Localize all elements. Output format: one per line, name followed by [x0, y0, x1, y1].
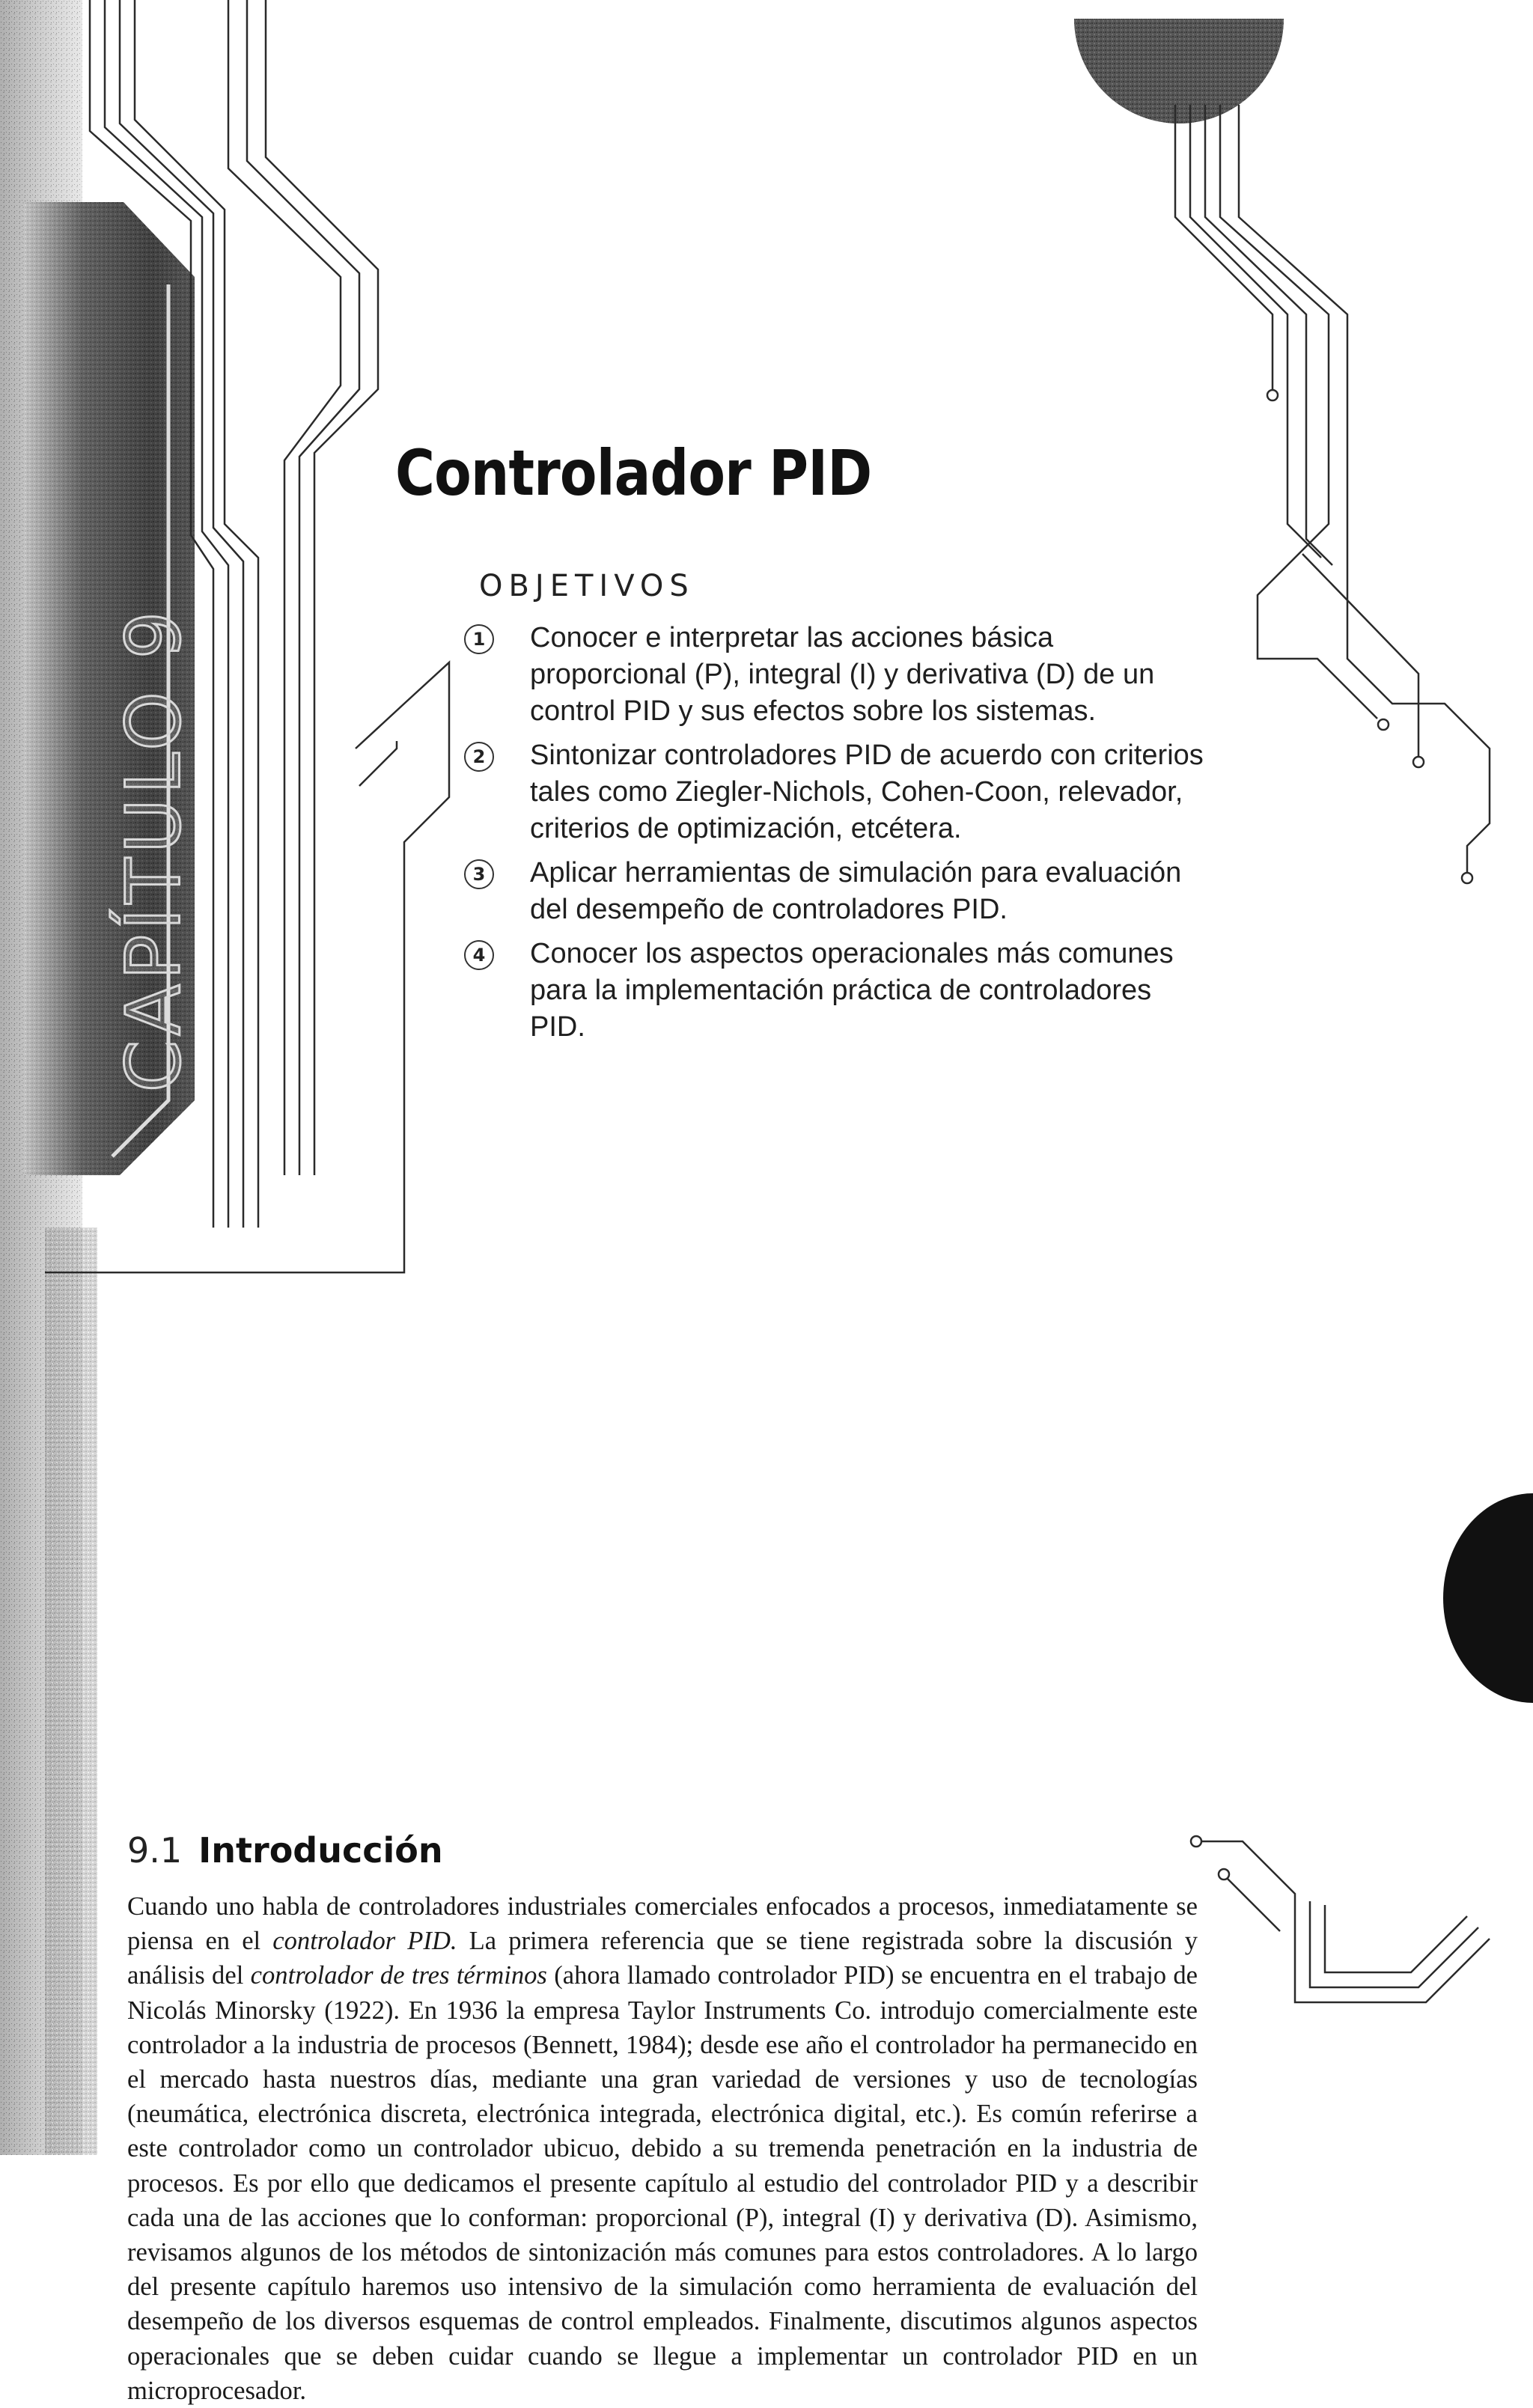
intro-text-2: La primera referencia que se tiene registrada sobre la discusión y análisis del	[127, 1927, 1198, 1990]
objective-number: 1	[464, 624, 494, 654]
objectives-list	[457, 620, 1205, 1053]
intro-emphasis-1: controlador PID.	[272, 1927, 457, 1956]
objective-item	[457, 737, 1205, 847]
intro-text-1: Cuando uno habla de controladores industriales comerciales enfocados a procesos, inmediatamente se piensa en el	[127, 1892, 1198, 1956]
objective-text: Aplicar herramientas de simulación para evaluación del desempeño de controladores PID.	[530, 857, 1182, 925]
objective-item	[457, 936, 1205, 1046]
objective-item	[457, 620, 1205, 730]
objective-number: 4	[464, 940, 494, 970]
objective-number: 2	[464, 742, 494, 772]
bottom-right-dome	[1443, 1493, 1533, 1703]
section-title: Introducción	[198, 1830, 443, 1871]
section-heading	[127, 1830, 443, 1871]
objective-text: Conocer e interpretar las acciones básica proporcional (P), integral (I) y derivativa (D) de un control PID y sus efectos sobre los sistemas.	[530, 622, 1155, 727]
intro-text-3: (ahora llamado controlador PID) se encuentra en el trabajo de Nicolás Minorsky (1922). En 1936 la empresa Taylor Instruments Co. introdujo comercialmente este controlador a la industria de procesos (Bennett, 1984); desde ese año el controlador ha permanecido en el mercado hasta nuestros días, mediante una gran variedad de versiones y uso de tecnologías (neumática, electrónica discreta, electrónica integrada, electrónica digital, etc.). Es común referirse a este controlador como un controlador ubicuo, debido a su tremenda penetración en la industria de procesos. Es por ello que dedicamos el presente capítulo al estudio del controlador PID y a describir cada una de las acciones que lo conforman: proporcional (P), integral (I) y derivativa (D). Asimismo, revisamos algunos de los métodos de sintonización más comunes para estos controladores. A lo largo del presente capítulo haremos uso intensivo de la simulación como herramienta de evaluación del desempeño de los diversos esquemas de control empleados. Finalmente, discutimos algunos aspectos operacionales que se deben cuidar cuando se llegue a implementar un controlador PID en un microprocesador.	[127, 1961, 1198, 2405]
intro-emphasis-2: controlador de tres términos	[250, 1961, 547, 1990]
objective-text: Conocer los aspectos operacionales más comunes para la implementación práctica de controladores PID.	[530, 938, 1174, 1043]
chapter-title: Controlador PID	[395, 436, 872, 510]
objective-item	[457, 855, 1205, 928]
objective-text: Sintonizar controladores PID de acuerdo con criterios tales como Ziegler-Nichols, Cohen-Coon, relevador, criterios de optimización, etcétera.	[530, 740, 1204, 844]
intro-paragraph	[127, 1889, 1198, 2408]
objective-number: 3	[464, 859, 494, 889]
chapter-label: CAPÍTULO 9	[109, 606, 198, 1093]
objectives-heading: OBJETIVOS	[479, 569, 695, 603]
section-number: 9.1	[127, 1830, 183, 1871]
